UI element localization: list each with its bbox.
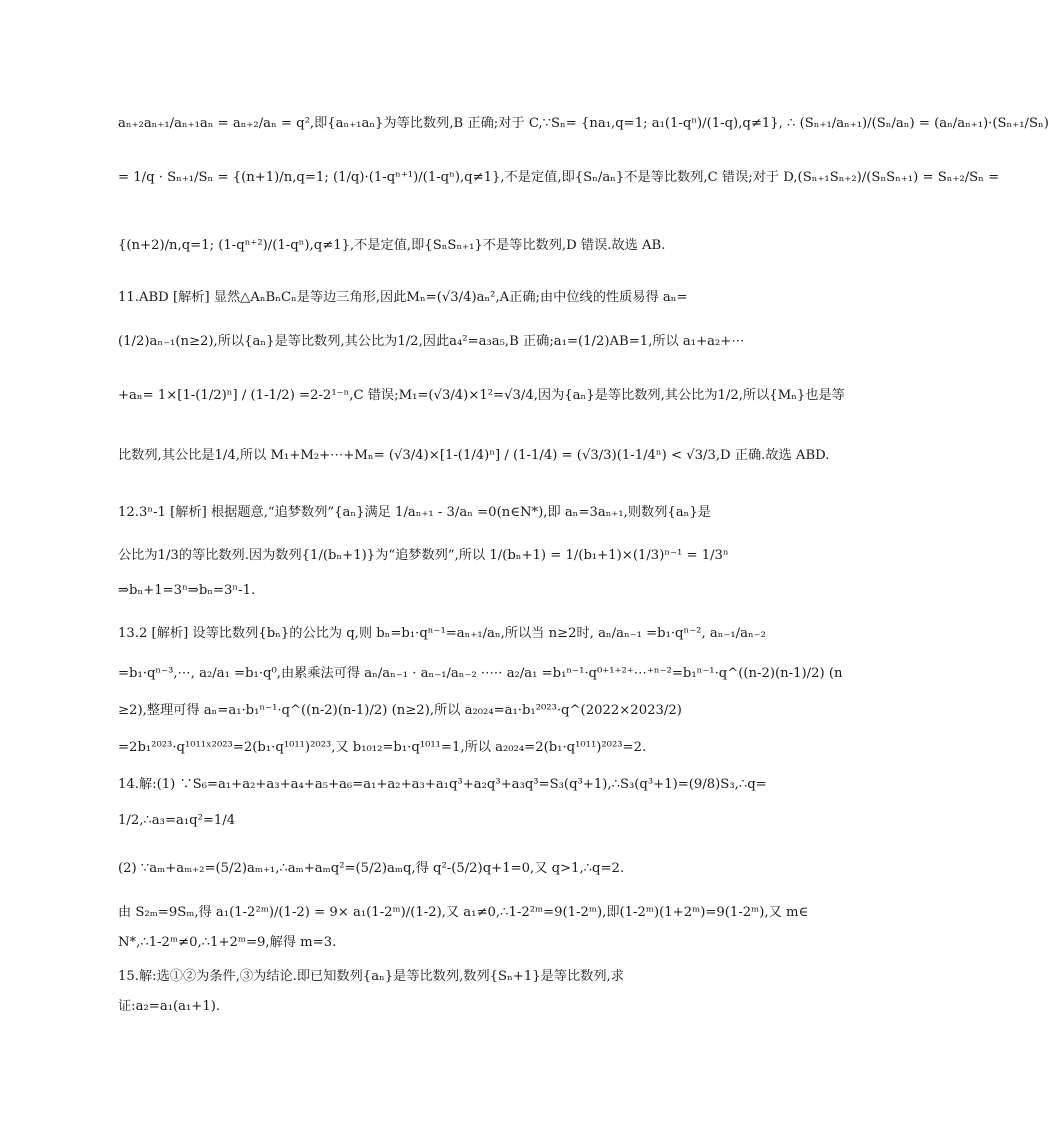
text-line-7: 比数列,其公比是1/4,所以 M₁+M₂+⋯+Mₙ= (√3/4)×[1-(1/4)ⁿ] / (1-1/4) = (√3/3)(1-1/4ⁿ) < √3/3,D 正确.故选 ABD.	[118, 448, 830, 463]
text-line-19: N*,∴1-2ᵐ≠0,∴1+2ᵐ=9,解得 m=3.	[118, 935, 337, 950]
text-line-8: 12.3ⁿ-1 [解析] 根据题意,“追梦数列”{aₙ}满足 1/aₙ₊₁ - 3/aₙ =0(n∈N*),即 aₙ=3aₙ₊₁,则数列{aₙ}是	[118, 505, 711, 520]
text-line-13: ≥2),整理可得 aₙ=a₁·b₁ⁿ⁻¹·q^((n-2)(n-1)/2) (n≥2),所以 a₂₀₂₄=a₁·b₁²⁰²³·q^(2022×2023/2)	[118, 703, 682, 718]
text-line-2: = 1/q · Sₙ₊₁/Sₙ = {(n+1)/n,q=1; (1/q)·(1-qⁿ⁺¹)/(1-qⁿ),q≠1},不是定值,即{Sₙ/aₙ}不是等比数列,C 错误;对于 D,(Sₙ₊₁Sₙ₊₂)/(SₙSₙ₊₁) = Sₙ₊₂/Sₙ =	[118, 170, 1000, 185]
text-line-21: 证:a₂=a₁(a₁+1).	[118, 999, 221, 1014]
text-line-18: 由 S₂ₘ=9Sₘ,得 a₁(1-2²ᵐ)/(1-2) = 9× a₁(1-2ᵐ)/(1-2),又 a₁≠0,∴1-2²ᵐ=9(1-2ᵐ),即(1-2ᵐ)(1+2ᵐ)=9(1-2ᵐ),又 m∈	[118, 905, 809, 920]
text-line-1: aₙ₊₂aₙ₊₁/aₙ₊₁aₙ = aₙ₊₂/aₙ = q²,即{aₙ₊₁aₙ}为等比数列,B 正确;对于 C,∵Sₙ= {na₁,q=1; a₁(1-qⁿ)/(1-q),q≠1}, ∴ (Sₙ₊₁/aₙ₊₁)/(Sₙ/aₙ) = (aₙ/aₙ₊₁)·(Sₙ₊₁/Sₙ)	[118, 116, 1049, 131]
text-line-5: (1/2)aₙ₋₁(n≥2),所以{aₙ}是等比数列,其公比为1/2,因此a₄²=a₃a₅,B 正确;a₁=(1/2)AB=1,所以 a₁+a₂+⋯	[118, 334, 745, 349]
text-line-16: 1/2,∴a₃=a₁q²=1/4	[118, 813, 236, 828]
text-line-20: 15.解:选①②为条件,③为结论.即已知数列{aₙ}是等比数列,数列{Sₙ+1}是等比数列,求	[118, 969, 624, 984]
text-line-4: 11.ABD [解析] 显然△AₙBₙCₙ是等边三角形,因此Mₙ=(√3/4)aₙ²,A正确;由中位线的性质易得 aₙ=	[118, 290, 688, 305]
text-line-14: =2b₁²⁰²³·q¹⁰¹¹ˣ²⁰²³=2(b₁·q¹⁰¹¹)²⁰²³,又 b₁₀₁₂=b₁·q¹⁰¹¹=1,所以 a₂₀₂₄=2(b₁·q¹⁰¹¹)²⁰²³=2.	[118, 740, 647, 755]
text-line-10: ⇒bₙ+1=3ⁿ⇒bₙ=3ⁿ-1.	[118, 583, 256, 598]
text-line-17: (2) ∵aₘ+aₘ₊₂=(5/2)aₘ₊₁,∴aₘ+aₘq²=(5/2)aₘq,得 q²-(5/2)q+1=0,又 q>1,∴q=2.	[118, 861, 625, 876]
text-line-11: 13.2 [解析] 设等比数列{bₙ}的公比为 q,则 bₙ=b₁·qⁿ⁻¹=aₙ₊₁/aₙ,所以当 n≥2时, aₙ/aₙ₋₁ =b₁·qⁿ⁻², aₙ₋₁/aₙ₋₂	[118, 626, 766, 641]
text-line-6: +aₙ= 1×[1-(1/2)ⁿ] / (1-1/2) =2-2¹⁻ⁿ,C 错误;M₁=(√3/4)×1²=√3/4,因为{aₙ}是等比数列,其公比为1/2,所以{Mₙ}也是等	[118, 388, 845, 403]
text-line-9: 公比为1/3的等比数列.因为数列{1/(bₙ+1)}为“追梦数列”,所以 1/(bₙ+1) = 1/(b₁+1)×(1/3)ⁿ⁻¹ = 1/3ⁿ	[118, 548, 729, 563]
text-line-12: =b₁·qⁿ⁻³,⋯, a₂/a₁ =b₁·q⁰,由累乘法可得 aₙ/aₙ₋₁ · aₙ₋₁/aₙ₋₂ ·⋯· a₂/a₁ =b₁ⁿ⁻¹·q⁰⁺¹⁺²⁺⋯⁺ⁿ⁻²=b₁ⁿ⁻¹·q^((n-2)(n-1)/2) (n	[118, 666, 843, 681]
text-line-15: 14.解:(1) ∵S₆=a₁+a₂+a₃+a₄+a₅+a₆=a₁+a₂+a₃+a₁q³+a₂q³+a₃q³=S₃(q³+1),∴S₃(q³+1)=(9/8)S₃,∴q=	[118, 777, 767, 792]
text-line-3: {(n+2)/n,q=1; (1-qⁿ⁺²)/(1-qⁿ),q≠1},不是定值,即{SₙSₙ₊₁}不是等比数列,D 错误.故选 AB.	[118, 238, 666, 253]
